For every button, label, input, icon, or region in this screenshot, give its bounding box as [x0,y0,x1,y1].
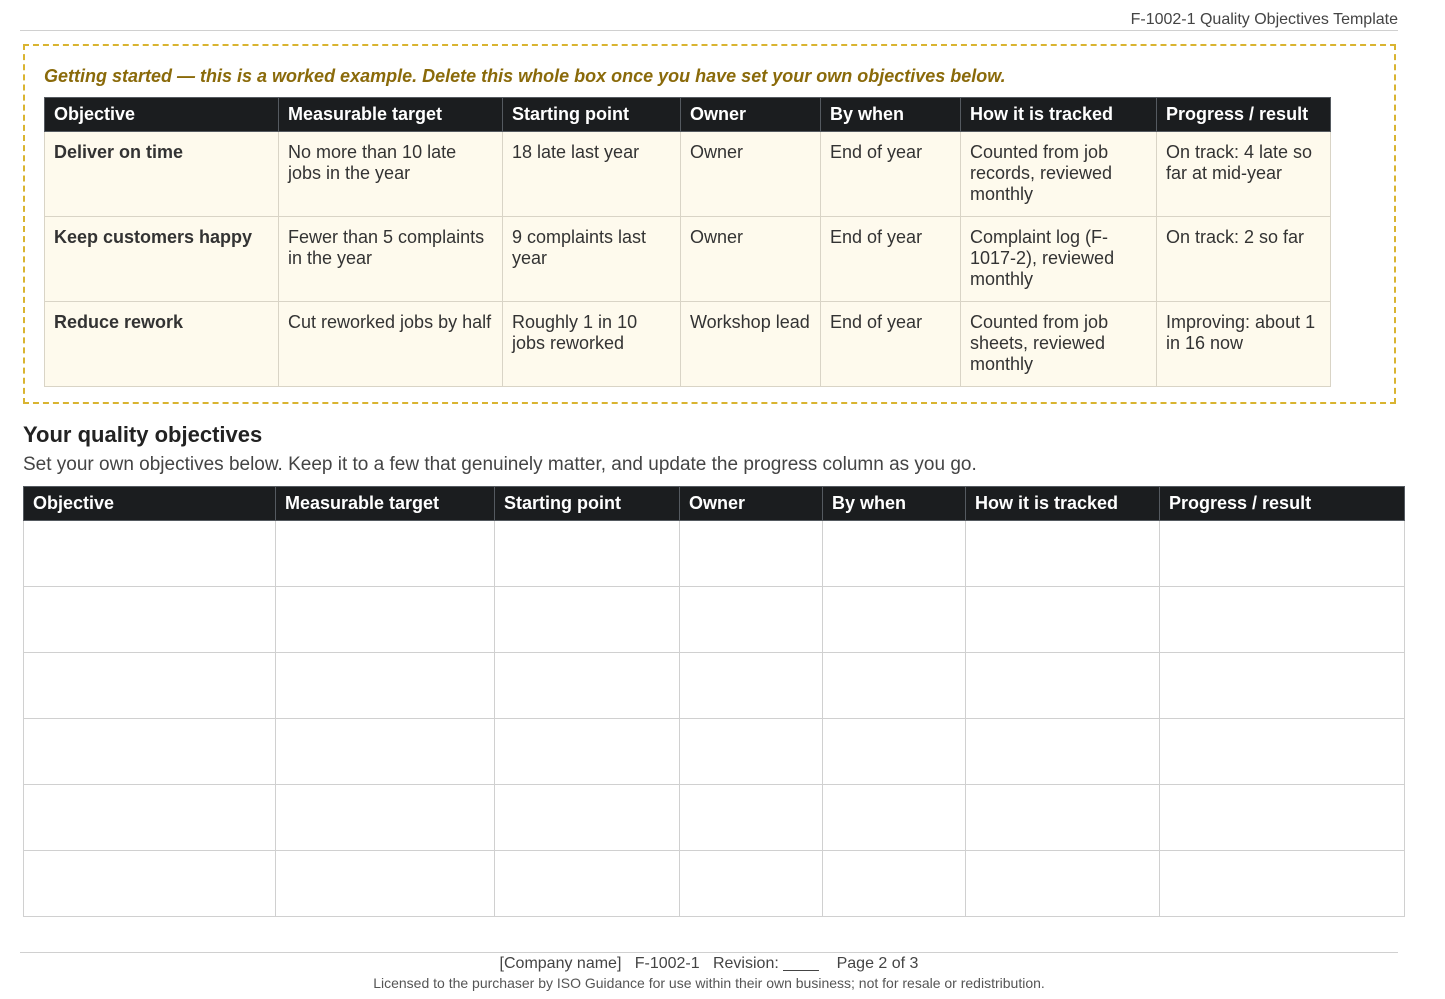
empty-entry-cell[interactable] [24,653,276,719]
empty-entry-cell[interactable] [1160,719,1405,785]
table-cell: On track: 4 late so far at mid-year [1157,132,1331,217]
empty-entry-cell[interactable] [276,785,495,851]
empty-entry-cell[interactable] [495,851,680,917]
table-cell: Cut reworked jobs by half [279,302,503,387]
table-cell: Owner [681,132,821,217]
table-row [45,302,1331,387]
table-cell: End of year [821,302,961,387]
empty-entry-cell[interactable] [24,587,276,653]
empty-entry-cell[interactable] [276,521,495,587]
table-row [24,785,1405,851]
column-header: By when [821,98,961,132]
column-header: Owner [680,487,823,521]
table-cell: Reduce rework [45,302,279,387]
empty-entry-cell[interactable] [24,851,276,917]
empty-entry-cell[interactable] [495,653,680,719]
example-header-row [45,98,1331,132]
empty-entry-cell[interactable] [680,851,823,917]
column-header: How it is tracked [966,487,1160,521]
column-header: Measurable target [276,487,495,521]
section-title: Your quality objectives [23,422,263,447]
table-row [24,653,1405,719]
table-row [45,132,1331,217]
column-header: Objective [24,487,276,521]
empty-entry-cell[interactable] [823,719,966,785]
column-header: Progress / result [1157,98,1331,132]
empty-entry-cell[interactable] [495,785,680,851]
table-row [45,217,1331,302]
empty-entry-cell[interactable] [966,653,1160,719]
empty-entry-cell[interactable] [966,785,1160,851]
empty-entry-cell[interactable] [24,785,276,851]
empty-entry-cell[interactable] [680,587,823,653]
empty-entry-cell[interactable] [823,587,966,653]
table-cell: Keep customers happy [45,217,279,302]
objectives-table [23,486,1405,917]
table-cell: Workshop lead [681,302,821,387]
column-header: Starting point [503,98,681,132]
empty-entry-cell[interactable] [680,521,823,587]
table-cell: On track: 2 so far [1157,217,1331,302]
table-row [24,851,1405,917]
column-header: Progress / result [1160,487,1405,521]
table-row [24,587,1405,653]
empty-entry-cell[interactable] [276,653,495,719]
column-header: Objective [45,98,279,132]
empty-entry-cell[interactable] [823,785,966,851]
table-cell: Counted from job sheets, reviewed monthly [961,302,1157,387]
empty-entry-cell[interactable] [276,719,495,785]
footer-document-info: [Company name] F-1002-1 Revision: ____ Page 2 of 3 [499,955,919,972]
table-cell: Complaint log (F-1017-2), reviewed monthly [961,217,1157,302]
table-cell: Counted from job records, reviewed monthly [961,132,1157,217]
column-header: Measurable target [279,98,503,132]
objectives-header-row [24,487,1405,521]
empty-entry-cell[interactable] [966,719,1160,785]
column-header: Owner [681,98,821,132]
table-cell: 9 complaints last year [503,217,681,302]
empty-entry-cell[interactable] [680,719,823,785]
empty-entry-cell[interactable] [495,719,680,785]
worked-example-box [23,44,1396,404]
empty-entry-cell[interactable] [680,653,823,719]
empty-entry-cell[interactable] [966,521,1160,587]
table-cell: No more than 10 late jobs in the year [279,132,503,217]
footer-divider [20,952,1398,953]
empty-entry-cell[interactable] [680,785,823,851]
column-header: Starting point [495,487,680,521]
document-reference: F-1002-1 Quality Objectives Template [1130,11,1398,28]
empty-entry-cell[interactable] [823,851,966,917]
table-cell: Improving: about 1 in 16 now [1157,302,1331,387]
table-cell: Fewer than 5 complaints in the year [279,217,503,302]
empty-entry-cell[interactable] [966,851,1160,917]
empty-entry-cell[interactable] [823,521,966,587]
column-header: How it is tracked [961,98,1157,132]
table-cell: End of year [821,132,961,217]
empty-entry-cell[interactable] [24,719,276,785]
empty-entry-cell[interactable] [495,587,680,653]
footer-license-notice: Licensed to the purchaser by ISO Guidance for use within their own business; not for resale or redistribution. [373,975,1045,991]
table-cell: Deliver on time [45,132,279,217]
document-header [20,10,1398,31]
empty-entry-cell[interactable] [24,521,276,587]
table-row [24,719,1405,785]
empty-entry-cell[interactable] [276,587,495,653]
example-table [44,97,1331,387]
empty-entry-cell[interactable] [1160,653,1405,719]
empty-entry-cell[interactable] [495,521,680,587]
empty-entry-cell[interactable] [1160,851,1405,917]
table-cell: Roughly 1 in 10 jobs reworked [503,302,681,387]
empty-entry-cell[interactable] [1160,521,1405,587]
table-cell: Owner [681,217,821,302]
example-note: Getting started — this is a worked example. Delete this whole box once you have set your own objectives below. [44,66,1006,86]
table-cell: 18 late last year [503,132,681,217]
empty-entry-cell[interactable] [823,653,966,719]
empty-entry-cell[interactable] [1160,587,1405,653]
section-intro: Set your own objectives below. Keep it to a few that genuinely matter, and update the progress column as you go. [23,454,977,475]
table-cell: End of year [821,217,961,302]
table-row [24,521,1405,587]
empty-entry-cell[interactable] [966,587,1160,653]
empty-entry-cell[interactable] [276,851,495,917]
empty-entry-cell[interactable] [1160,785,1405,851]
column-header: By when [823,487,966,521]
